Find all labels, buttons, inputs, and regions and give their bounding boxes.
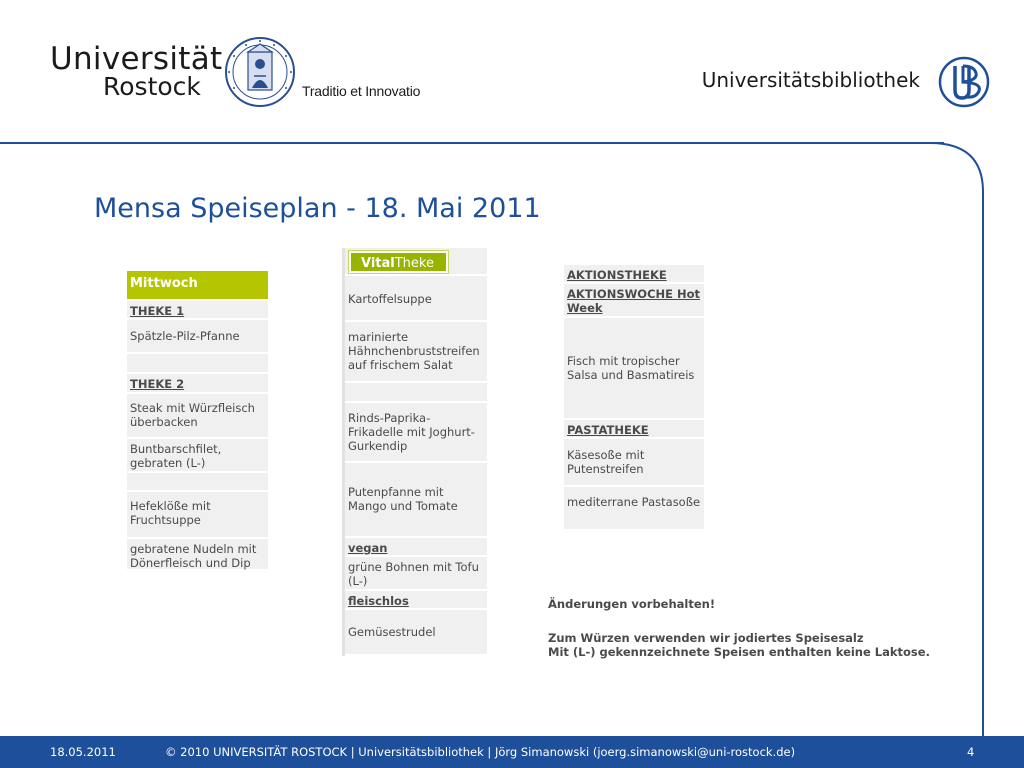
- footer-copyright: © 2010 UNIVERSITÄT ROSTOCK | Universitätsbibliothek | Jörg Simanowski (joerg.simanowski@uni-rostock.de): [165, 745, 796, 759]
- notice-salt: Zum Würzen verwenden wir jodiertes Speisesalz: [548, 631, 864, 645]
- empty-row: [345, 383, 487, 403]
- logo-wordmark-line1: Universität: [50, 41, 223, 77]
- notice-changes: Änderungen vorbehalten!: [548, 597, 716, 611]
- page-number: 4: [967, 745, 975, 759]
- menu-table-theken: [127, 271, 268, 571]
- logo-wordmark-line2: Rostock: [103, 72, 201, 101]
- menu-item: Buntbarschfilet, gebraten (L-): [127, 439, 268, 473]
- section-aktionswoche: AKTIONSWOCHE Hot Week: [564, 284, 704, 318]
- vitaltheke-badge: VitalTheke: [349, 251, 448, 273]
- section-theke-2: THEKE 2: [127, 374, 268, 394]
- menu-table-vitaltheke: [342, 248, 487, 656]
- slide-title: Mensa Speiseplan - 18. Mai 2011: [94, 193, 541, 224]
- menu-item: Putenpfanne mit Mango und Tomate: [345, 463, 487, 538]
- frame-top-line: [0, 142, 944, 144]
- footer-date: 18.05.2011: [50, 745, 116, 759]
- menu-item: Fisch mit tropischer Salsa und Basmatireis: [564, 318, 704, 420]
- ub-logo-icon: [938, 56, 990, 108]
- section-aktionstheke: AKTIONSTHEKE: [564, 265, 704, 284]
- section-fleischlos: fleischlos: [345, 591, 487, 610]
- university-seal-icon: [224, 36, 296, 108]
- library-title: Universitätsbibliothek: [701, 68, 920, 92]
- day-header: Mittwoch: [127, 271, 268, 301]
- section-pastatheke: PASTATHEKE: [564, 420, 704, 439]
- menu-item: mediterrane Pastasoße: [564, 487, 704, 531]
- motto: Traditio et Innovatio: [302, 83, 421, 99]
- menu-item: marinierte Hähnchenbruststreifen auf frischem Salat: [345, 322, 487, 383]
- menu-item: Hefeklöße mit Fruchtsuppe: [127, 492, 268, 539]
- menu-item: Kartoffelsuppe: [345, 276, 487, 322]
- section-theke-1: THEKE 1: [127, 301, 268, 320]
- menu-item: Spätzle-Pilz-Pfanne: [127, 320, 268, 354]
- vitaltheke-header: [345, 248, 487, 276]
- menu-item: Gemüsestrudel: [345, 610, 487, 656]
- menu-item: gebratene Nudeln mit Dönerfleisch und Dip: [127, 539, 268, 571]
- empty-row: [127, 473, 268, 492]
- menu-item: Käsesoße mit Putenstreifen: [564, 439, 704, 487]
- frame-right-edge: [930, 142, 986, 742]
- footer-bar: [0, 736, 1024, 768]
- menu-item: Rinds-Paprika-Frikadelle mit Joghurt-Gurkendip: [345, 403, 487, 463]
- section-vegan: vegan: [345, 538, 487, 557]
- menu-item: grüne Bohnen mit Tofu (L-): [345, 557, 487, 591]
- menu-table-aktionstheke: [564, 265, 704, 531]
- notice-lactose: Mit (L-) gekennzeichnete Speisen enthalten keine Laktose.: [548, 645, 930, 659]
- menu-item: Steak mit Würzfleisch überbacken: [127, 394, 268, 439]
- empty-row: [127, 354, 268, 374]
